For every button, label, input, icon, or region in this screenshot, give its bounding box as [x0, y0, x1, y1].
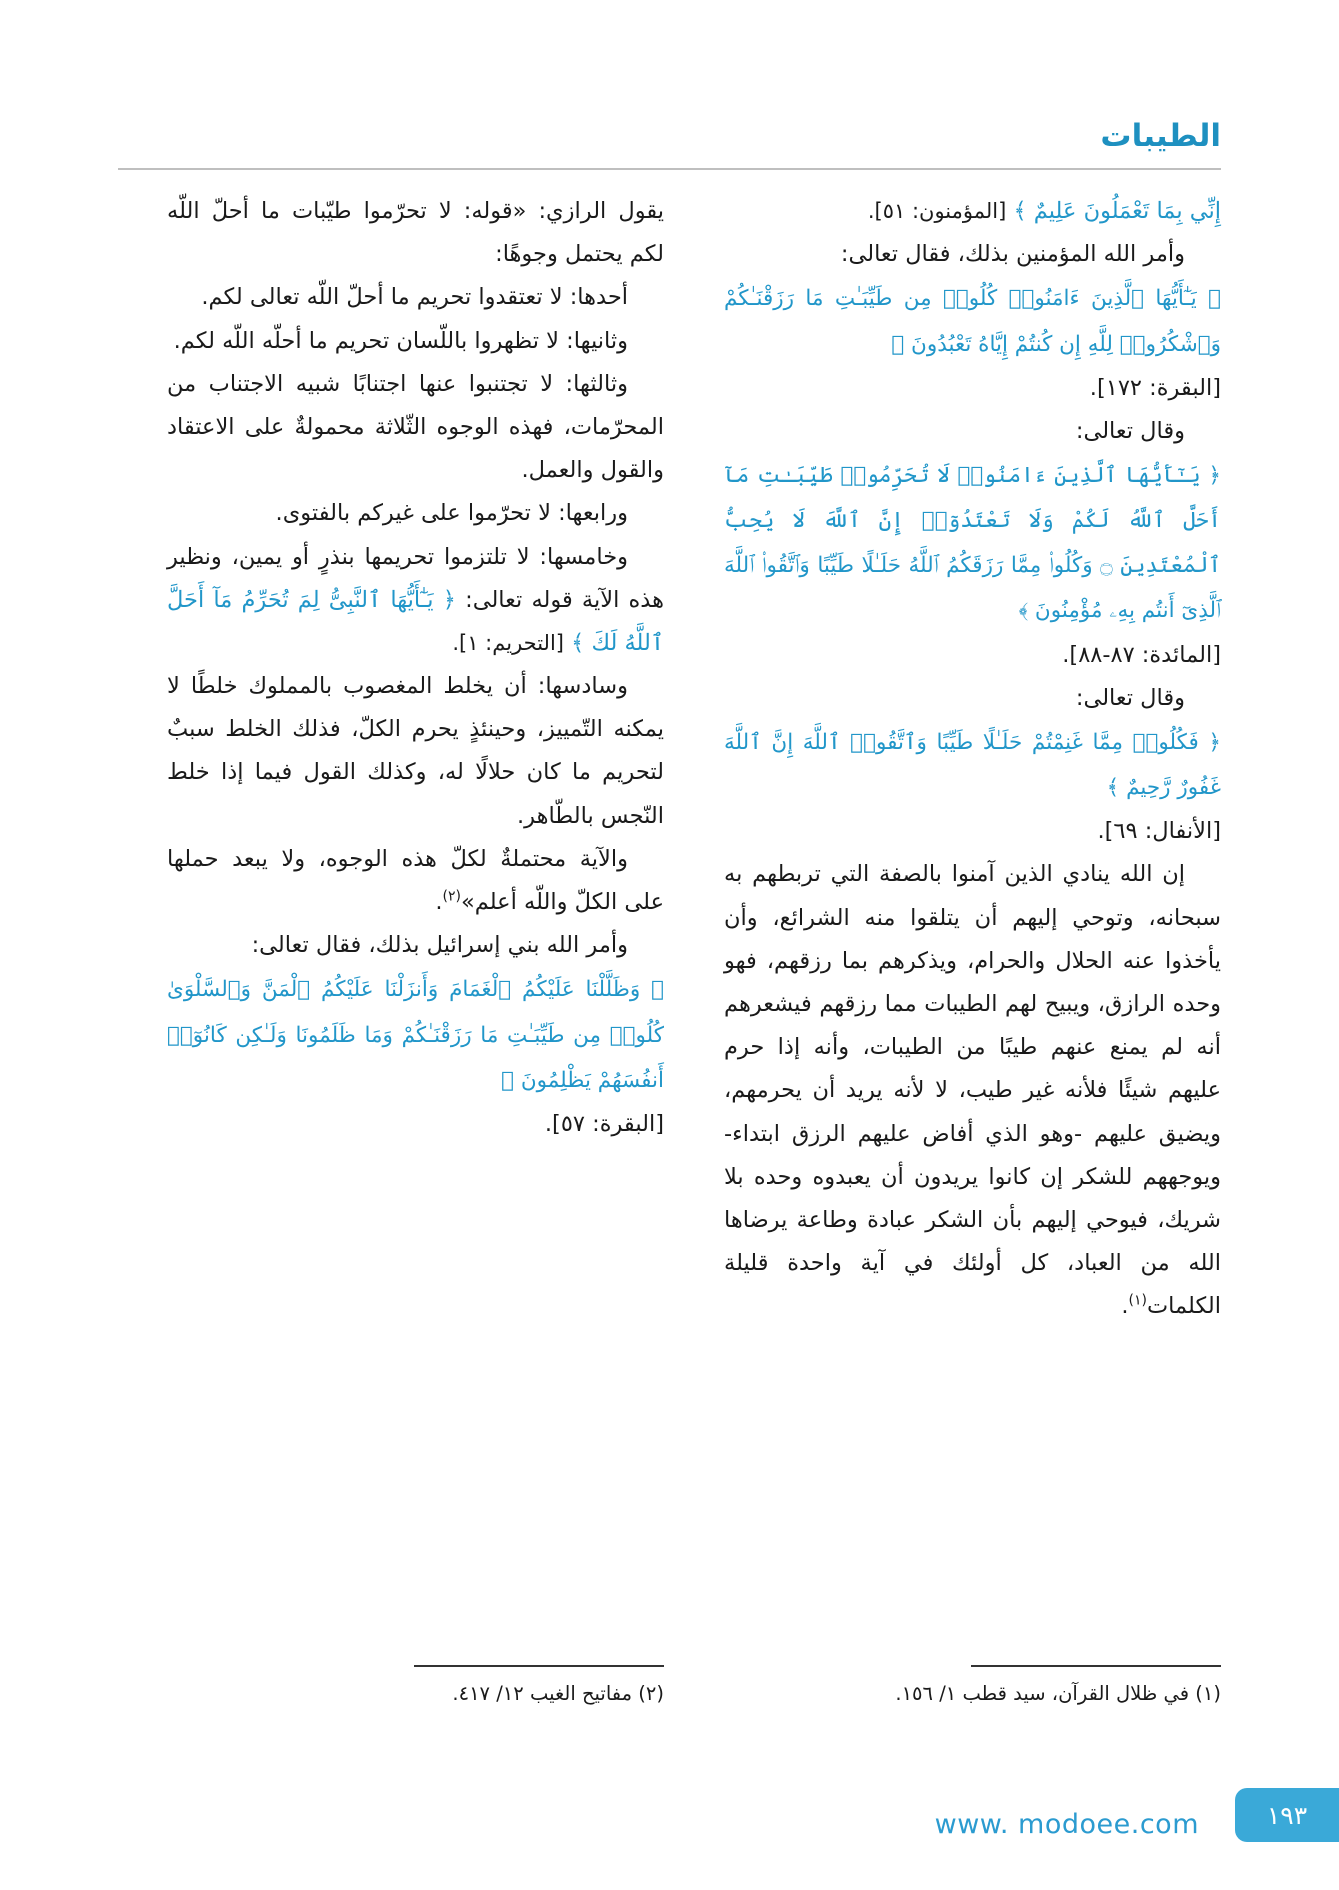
paragraph [724, 190, 1221, 233]
paragraph: وثالثها: لا تجتنبوا عنها اجتنابًا شبيه الاجتناب من المحرّمات، فهذه الوجوه الثّلاثة محمولةٌ على الاعتقاد والقول والعمل. [167, 370, 664, 484]
paragraph-tail: . [435, 889, 443, 915]
text-columns [110, 190, 1221, 1710]
paragraph: وثانيها: لا تظهروا باللّسان تحريم ما أحلّه اللّه لكم. [173, 327, 628, 354]
paragraph: ورابعها: لا تحرّموا على غيركم بالفتوى. [275, 500, 628, 527]
page-header [118, 118, 1221, 170]
verse-reference: [المؤمنون: ٥١]. [867, 199, 1007, 223]
paragraph: يقول الرازي: «قوله: لا تحرّموا طيّبات ما أحلّ اللّه لكم يحتمل وجوهًا: [167, 198, 664, 268]
page-footer [0, 1770, 1339, 1890]
footnote-text: (٢) مفاتيح الغيب ١٢/ ٤١٧. [452, 1681, 664, 1705]
quran-block: ﴿ وَظَلَّلْنَا عَلَيْكُمُ ٱلْغَمَامَ وَأَنزَلْنَا عَلَيْكُمُ ٱلْمَنَّ وَٱلسَّلْوَىٰ كُلُوا۟ مِن طَيِّبَـٰتِ مَا رَزَقْنَـٰكُمْ وَمَا ظَلَمُونَا وَلَـٰكِن كَانُوٓا۟ أَنفُسَهُمْ يَظْلِمُونَ ﴾ [167, 977, 664, 1093]
verse-reference: [الأنفال: ٦٩]. [1097, 818, 1221, 845]
footnote-text: (١) في ظلال القرآن، سيد قطب ١/ ١٥٦. [895, 1681, 1221, 1705]
paragraph: أحدها: لا تعتقدوا تحريم ما أحلّ اللّه تعالى لكم. [201, 284, 628, 311]
header-divider [118, 168, 1221, 170]
verse-reference: [المائدة: ٨٧-٨٨]. [1062, 641, 1221, 668]
column-right-body [724, 190, 1221, 1329]
footnotes-right [724, 1665, 1221, 1710]
quran-verse: إِنِّي بِمَا تَعْمَلُونَ عَلِيمٌ ﴾ [1013, 198, 1221, 224]
footnotes-left [167, 1665, 664, 1710]
verse-reference: [التحريم: ١]. [452, 630, 564, 655]
quran-block: ﴿ يَـٰٓأَيُّهَا ٱلَّذِينَ ءَامَنُوا۟ كُلُوا۟ مِن طَيِّبَـٰتِ مَا رَزَقْنَـٰكُمْ وَٱشْكُرُوا۟ لِلَّهِ إِن كُنتُمْ إِيَّاهُ تَعْبُدُونَ ﴾ [724, 286, 1221, 357]
page-title: الطيبات [1100, 118, 1221, 154]
paragraph: وقال تعالى: [1075, 684, 1185, 711]
paragraph-text: وخامسها: لا تلتزموا تحريمها بنذرٍ أو يمين، ونظير هذه الآية قوله تعالى: [167, 543, 664, 613]
paragraph: وأمر الله المؤمنين بذلك، فقال تعالى: [840, 241, 1185, 268]
paragraph [724, 853, 1221, 1328]
quran-block: ﴿ فَكُلُوا۟ مِمَّا غَنِمْتُمْ حَلَـٰلًا طَيِّبًا وَٱتَّقُوا۟ ٱللَّهَ إِنَّ ٱللَّهَ غَفُورٌ رَّحِيمٌ ﴾ [724, 729, 1221, 801]
footnote-marker: (٢) [442, 888, 461, 905]
paragraph-text: والآية محتملةٌ لكلّ هذه الوجوه، ولا يبعد حملها على الكلّ واللّه أعلم» [167, 845, 664, 915]
paragraph: وسادسها: أن يخلط المغصوب بالمملوك خلطًا لا يمكنه التّمييز، وحينئذٍ يحرم الكلّ، فذلك الخلط سببٌ لتحريم ما كان حلالًا له، وكذلك القول فيما إذا خلط النّجس بالطّاهر. [167, 673, 664, 829]
verse-reference: [البقرة: ١٧٢]. [1089, 374, 1221, 401]
footnote-divider [971, 1665, 1221, 1667]
column-left [167, 190, 664, 1710]
footnote-marker: (١) [1128, 1292, 1147, 1309]
column-left-body [167, 190, 664, 1146]
page-number-badge: ١٩٣ [1235, 1788, 1339, 1842]
quran-block: ﴿ يَـٰٓأَيُّهَا ٱلَّذِينَ ءَامَنُوا۟ لَا تُحَرِّمُوا۟ طَيِّبَـٰتِ مَآ أَحَلَّ ٱللَّهُ لَكُمْ وَلَا تَعْتَدُوٓا۟ إِنَّ ٱللَّهَ لَا يُحِبُّ ٱلْمُعْتَدِينَ ۝ وَكُلُوا۟ مِمَّا رَزَقَكُمُ ٱللَّهُ حَلَـٰلًا طَيِّبًا وَٱتَّقُوا۟ ٱللَّهَ ٱلَّذِىٓ أَنتُم بِهِۦ مُؤْمِنُونَ ﴾ [724, 463, 1221, 624]
column-right [724, 190, 1221, 1710]
paragraph-text: إن الله ينادي الذين آمنوا بالصفة التي تربطهم به سبحانه، وتوحي إليهم أن يتلقوا منه الشرائع، وأن يأخذوا عنه الحلال والحرام، ويذكرهم بما رزقهم، فهو وحده الرازق، ويبيح لهم الطيبات مما رزقهم فيشعرهم أنه لم يمنع عنهم طيبًا من الطيبات، وأنه إذا حرم عليهم شيئًا فلأنه غير طيب، لا لأنه يريد أن يحرمهم، ويضيق عليهم -وهو الذي أفاض عليهم الرزق ابتداء- ويوجههم للشكر إن كانوا يريدون أن يعبدوه وحده بلا شريك، فيوحي إليهم بأن الشكر عبادة وطاعة يرضاها الله من العباد، كل أولئك في آية واحدة قليلة الكلمات [724, 861, 1221, 1320]
footnote-divider [414, 1665, 664, 1667]
paragraph [167, 838, 664, 924]
verse-reference: [البقرة: ٥٧]. [544, 1110, 664, 1137]
paragraph-tail: . [1121, 1293, 1129, 1320]
site-url-link[interactable]: www. modoee.com [934, 1809, 1199, 1840]
paragraph: وقال تعالى: [1075, 417, 1185, 444]
paragraph [167, 536, 664, 666]
quran-verse: ﴿ يَـٰٓأَيُّهَا ٱلنَّبِىُّ لِمَ تُحَرِّمُ مَآ أَحَلَّ ٱللَّهُ لَكَ ﴾ [167, 586, 664, 656]
paragraph: وأمر الله بني إسرائيل بذلك، فقال تعالى: [251, 932, 628, 959]
